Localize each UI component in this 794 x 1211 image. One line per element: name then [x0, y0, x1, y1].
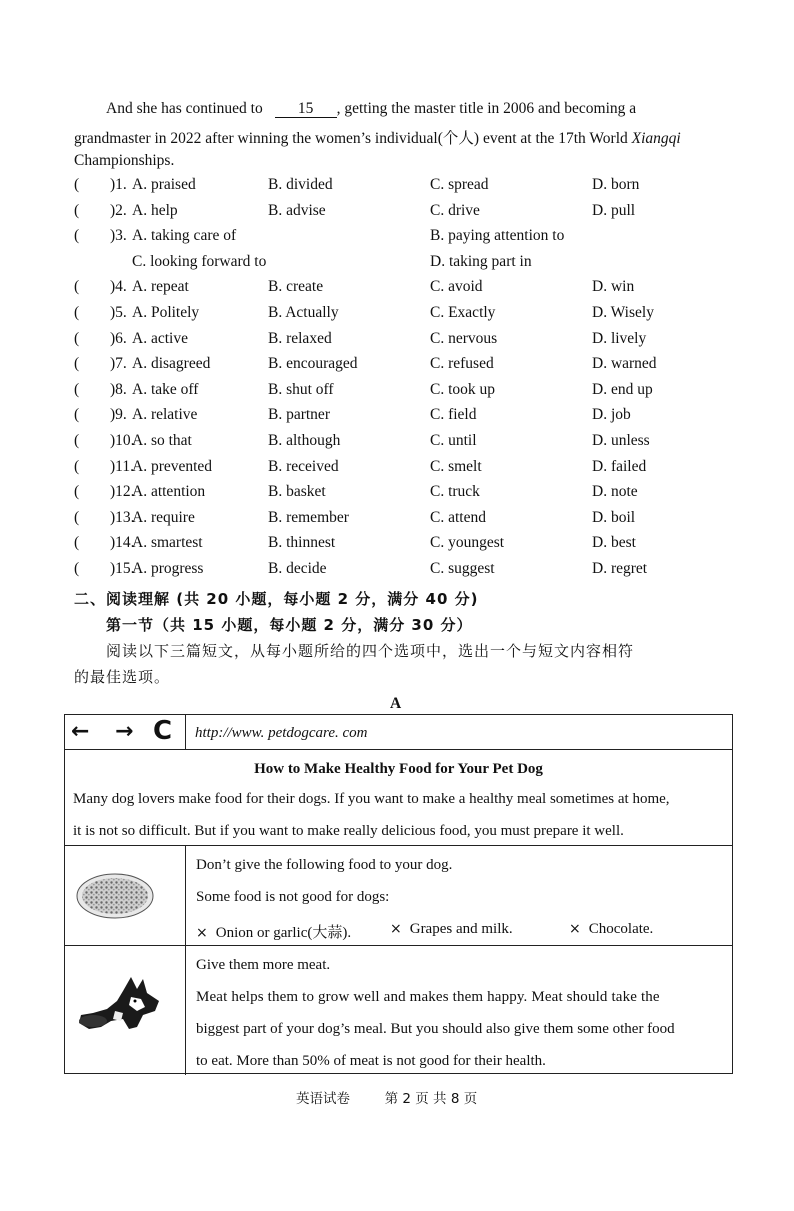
food-plate-image — [75, 871, 155, 921]
row2-line2: Meat helps them to grow well and makes them happy. Meat should take the — [196, 989, 660, 1005]
option-d: D. lively — [592, 329, 647, 347]
passage-italic-word: Xiangqi — [631, 130, 681, 147]
answer-paren: ( — [74, 534, 80, 552]
question-number: )13. — [110, 508, 135, 526]
passage-line-1 — [106, 100, 636, 118]
footer-subject: 英语试卷 — [296, 1091, 350, 1107]
row1-line2: Some food is not good for dogs: — [196, 889, 390, 905]
option-a: A. praised — [132, 176, 196, 193]
option-c: C. truck — [430, 483, 480, 501]
row1-item-1: × Onion or garlic(大蒜). — [196, 925, 352, 941]
instruction-line-2: 的最佳选项。 — [74, 668, 171, 686]
option-d: D. failed — [592, 457, 647, 475]
option-a: A. disagreed — [132, 355, 211, 373]
answer-paren: ( — [74, 278, 80, 296]
question-row — [74, 227, 754, 249]
question-row — [74, 176, 754, 198]
answer-paren: ( — [74, 560, 80, 577]
option-c: C. spread — [430, 176, 489, 193]
option-b: B. basket — [268, 483, 326, 501]
option-c: C. smelt — [430, 457, 482, 475]
option-a: A. attention — [132, 483, 206, 501]
answer-paren: ( — [74, 380, 80, 398]
passage-text: , getting the master title in 2006 and becoming a — [336, 100, 637, 117]
back-arrow-icon[interactable]: ← — [71, 719, 90, 744]
option-c: C. attend — [430, 508, 486, 526]
question-row — [74, 458, 754, 480]
question-number: )14. — [110, 534, 135, 552]
option-b: B. shut off — [268, 380, 334, 398]
answer-paren: ( — [74, 483, 80, 501]
url-bar[interactable]: http://www. petdogcare. com — [195, 725, 368, 741]
article-title: How to Make Healthy Food for Your Pet Dog — [254, 761, 543, 777]
footer-page-number: 第 2 页 共 8 页 — [384, 1091, 478, 1107]
option-b: B. thinnest — [268, 534, 336, 552]
question-row — [74, 406, 754, 428]
x-mark-icon: × — [196, 925, 208, 941]
option-d: D. regret — [592, 560, 648, 577]
option-a: A. repeat — [132, 278, 189, 296]
row1-item-2: × Grapes and milk. — [390, 921, 513, 937]
option-b: B. advise — [268, 201, 326, 219]
passage-line-3 — [74, 152, 174, 170]
row1-item-3: × Chocolate. — [569, 921, 654, 937]
option-c: C. avoid — [430, 278, 483, 296]
passage-text: Championships. — [74, 152, 175, 169]
option-b: B. Actually — [268, 304, 339, 321]
option-c: B. paying attention to — [430, 227, 565, 245]
option-c: C. Exactly — [430, 304, 496, 321]
question-row — [74, 304, 754, 326]
option-b: B. received — [268, 457, 339, 475]
option-d: D. win — [592, 278, 635, 296]
x-mark-icon: × — [569, 921, 581, 937]
option-a: A. active — [132, 329, 188, 347]
instruction-line-1: 阅读以下三篇短文，从每小题所给的四个选项中，选出一个与短文内容相符 — [106, 642, 635, 660]
row2-line4: to eat. More than 50% of meat is not good for their health. — [196, 1053, 546, 1069]
option-d: D. end up — [592, 380, 653, 398]
answer-paren: ( — [74, 508, 80, 526]
question-row — [74, 330, 754, 352]
option-a: A. prevented — [132, 457, 213, 475]
question-number: )5. — [110, 304, 127, 321]
option-b: B. although — [268, 432, 341, 449]
option-a: A. help — [132, 201, 178, 219]
passage-letter: A — [390, 695, 402, 712]
question-number: )2. — [110, 201, 127, 219]
passage-text: grandmaster in 2022 after winning the women’s individual(个人) event at the 17th World — [74, 130, 632, 147]
option-a: A. take off — [132, 380, 199, 398]
question-row — [74, 560, 754, 582]
question-number: )8. — [110, 380, 127, 398]
option-b: B. divided — [268, 176, 333, 193]
answer-paren: ( — [74, 227, 80, 245]
option-d: D. pull — [592, 201, 636, 219]
option-d: D. warned — [592, 355, 657, 373]
option-a: A. so that — [132, 432, 192, 449]
option-a: A. taking care of — [132, 227, 237, 245]
option-d: D. Wisely — [592, 304, 654, 321]
option-c: C. drive — [430, 201, 480, 219]
question-number: )4. — [110, 278, 127, 296]
question-number: )12. — [110, 483, 135, 501]
question-row — [74, 534, 754, 556]
option-c: C. youngest — [430, 534, 505, 552]
question-number: )10. — [110, 432, 135, 449]
row1-heading: Don’t give the following food to your dog. — [196, 857, 453, 873]
intro-line-1: Many dog lovers make food for their dogs. If you want to make a healthy meal sometimes at home, — [73, 791, 670, 807]
question-row — [74, 483, 754, 505]
option-a: C. looking forward to — [132, 252, 267, 270]
option-d: D. best — [592, 534, 636, 552]
question-number: )11. — [110, 457, 134, 475]
row2-line3: biggest part of your dog’s meal. But you should also give them some other food — [196, 1021, 675, 1037]
option-c: D. taking part in — [430, 252, 532, 270]
option-b: B. remember — [268, 508, 349, 526]
option-d: D. note — [592, 483, 638, 501]
option-a: A. progress — [132, 560, 204, 577]
answer-paren: ( — [74, 201, 80, 219]
option-a: A. smartest — [132, 534, 203, 552]
option-b: B. create — [268, 278, 324, 296]
option-d: D. boil — [592, 508, 636, 526]
passage-line-2 — [74, 126, 681, 148]
part-title: 第一节（共 15 小题，每小题 2 分，满分 30 分） — [106, 616, 473, 634]
question-number: )6. — [110, 329, 127, 347]
question-row — [74, 509, 754, 531]
option-c: C. until — [430, 432, 477, 449]
question-number: )3. — [110, 227, 127, 245]
option-c: C. nervous — [430, 329, 498, 347]
option-b: B. partner — [268, 406, 330, 424]
dog-image — [71, 971, 171, 1041]
x-mark-icon: × — [390, 921, 402, 937]
answer-paren: ( — [74, 355, 80, 373]
option-d: D. job — [592, 406, 631, 424]
blank-15: 15 — [275, 101, 337, 118]
intro-line-2: it is not so difficult. But if you want to make really delicious food, you must prepare it well. — [73, 823, 624, 839]
question-number: )15. — [110, 560, 135, 577]
passage-text: And she has continued to — [106, 100, 263, 117]
question-row — [74, 278, 754, 300]
question-row — [74, 381, 754, 403]
option-c: C. suggest — [430, 560, 495, 577]
option-d: D. born — [592, 176, 640, 193]
option-c: C. refused — [430, 355, 494, 373]
webpage-table — [64, 714, 733, 1074]
section-title: 二、阅读理解 (共 20 小题，每小题 2 分，满分 40 分) — [74, 590, 479, 608]
question-number: )9. — [110, 406, 127, 424]
option-c: C. field — [430, 406, 477, 424]
option-a: A. require — [132, 508, 195, 526]
option-b: B. decide — [268, 560, 327, 577]
question-number: )1. — [110, 176, 127, 193]
footer — [296, 1087, 477, 1107]
answer-paren: ( — [74, 304, 80, 321]
question-row — [74, 202, 754, 224]
option-a: A. relative — [132, 406, 198, 424]
answer-paren: ( — [74, 176, 80, 193]
option-b: B. encouraged — [268, 355, 358, 373]
answer-paren: ( — [74, 432, 80, 449]
question-number: )7. — [110, 355, 127, 373]
option-c: C. took up — [430, 380, 496, 398]
question-row — [74, 355, 754, 377]
answer-paren: ( — [74, 329, 80, 347]
question-row — [74, 432, 754, 454]
option-b: B. relaxed — [268, 329, 332, 347]
option-d: D. unless — [592, 432, 650, 449]
question-row — [74, 253, 754, 275]
refresh-icon[interactable]: C — [153, 716, 173, 746]
answer-paren: ( — [74, 457, 80, 475]
option-a: A. Politely — [132, 304, 200, 321]
answer-paren: ( — [74, 406, 80, 424]
row2-heading: Give them more meat. — [196, 957, 331, 973]
forward-arrow-icon[interactable]: → — [115, 719, 134, 744]
